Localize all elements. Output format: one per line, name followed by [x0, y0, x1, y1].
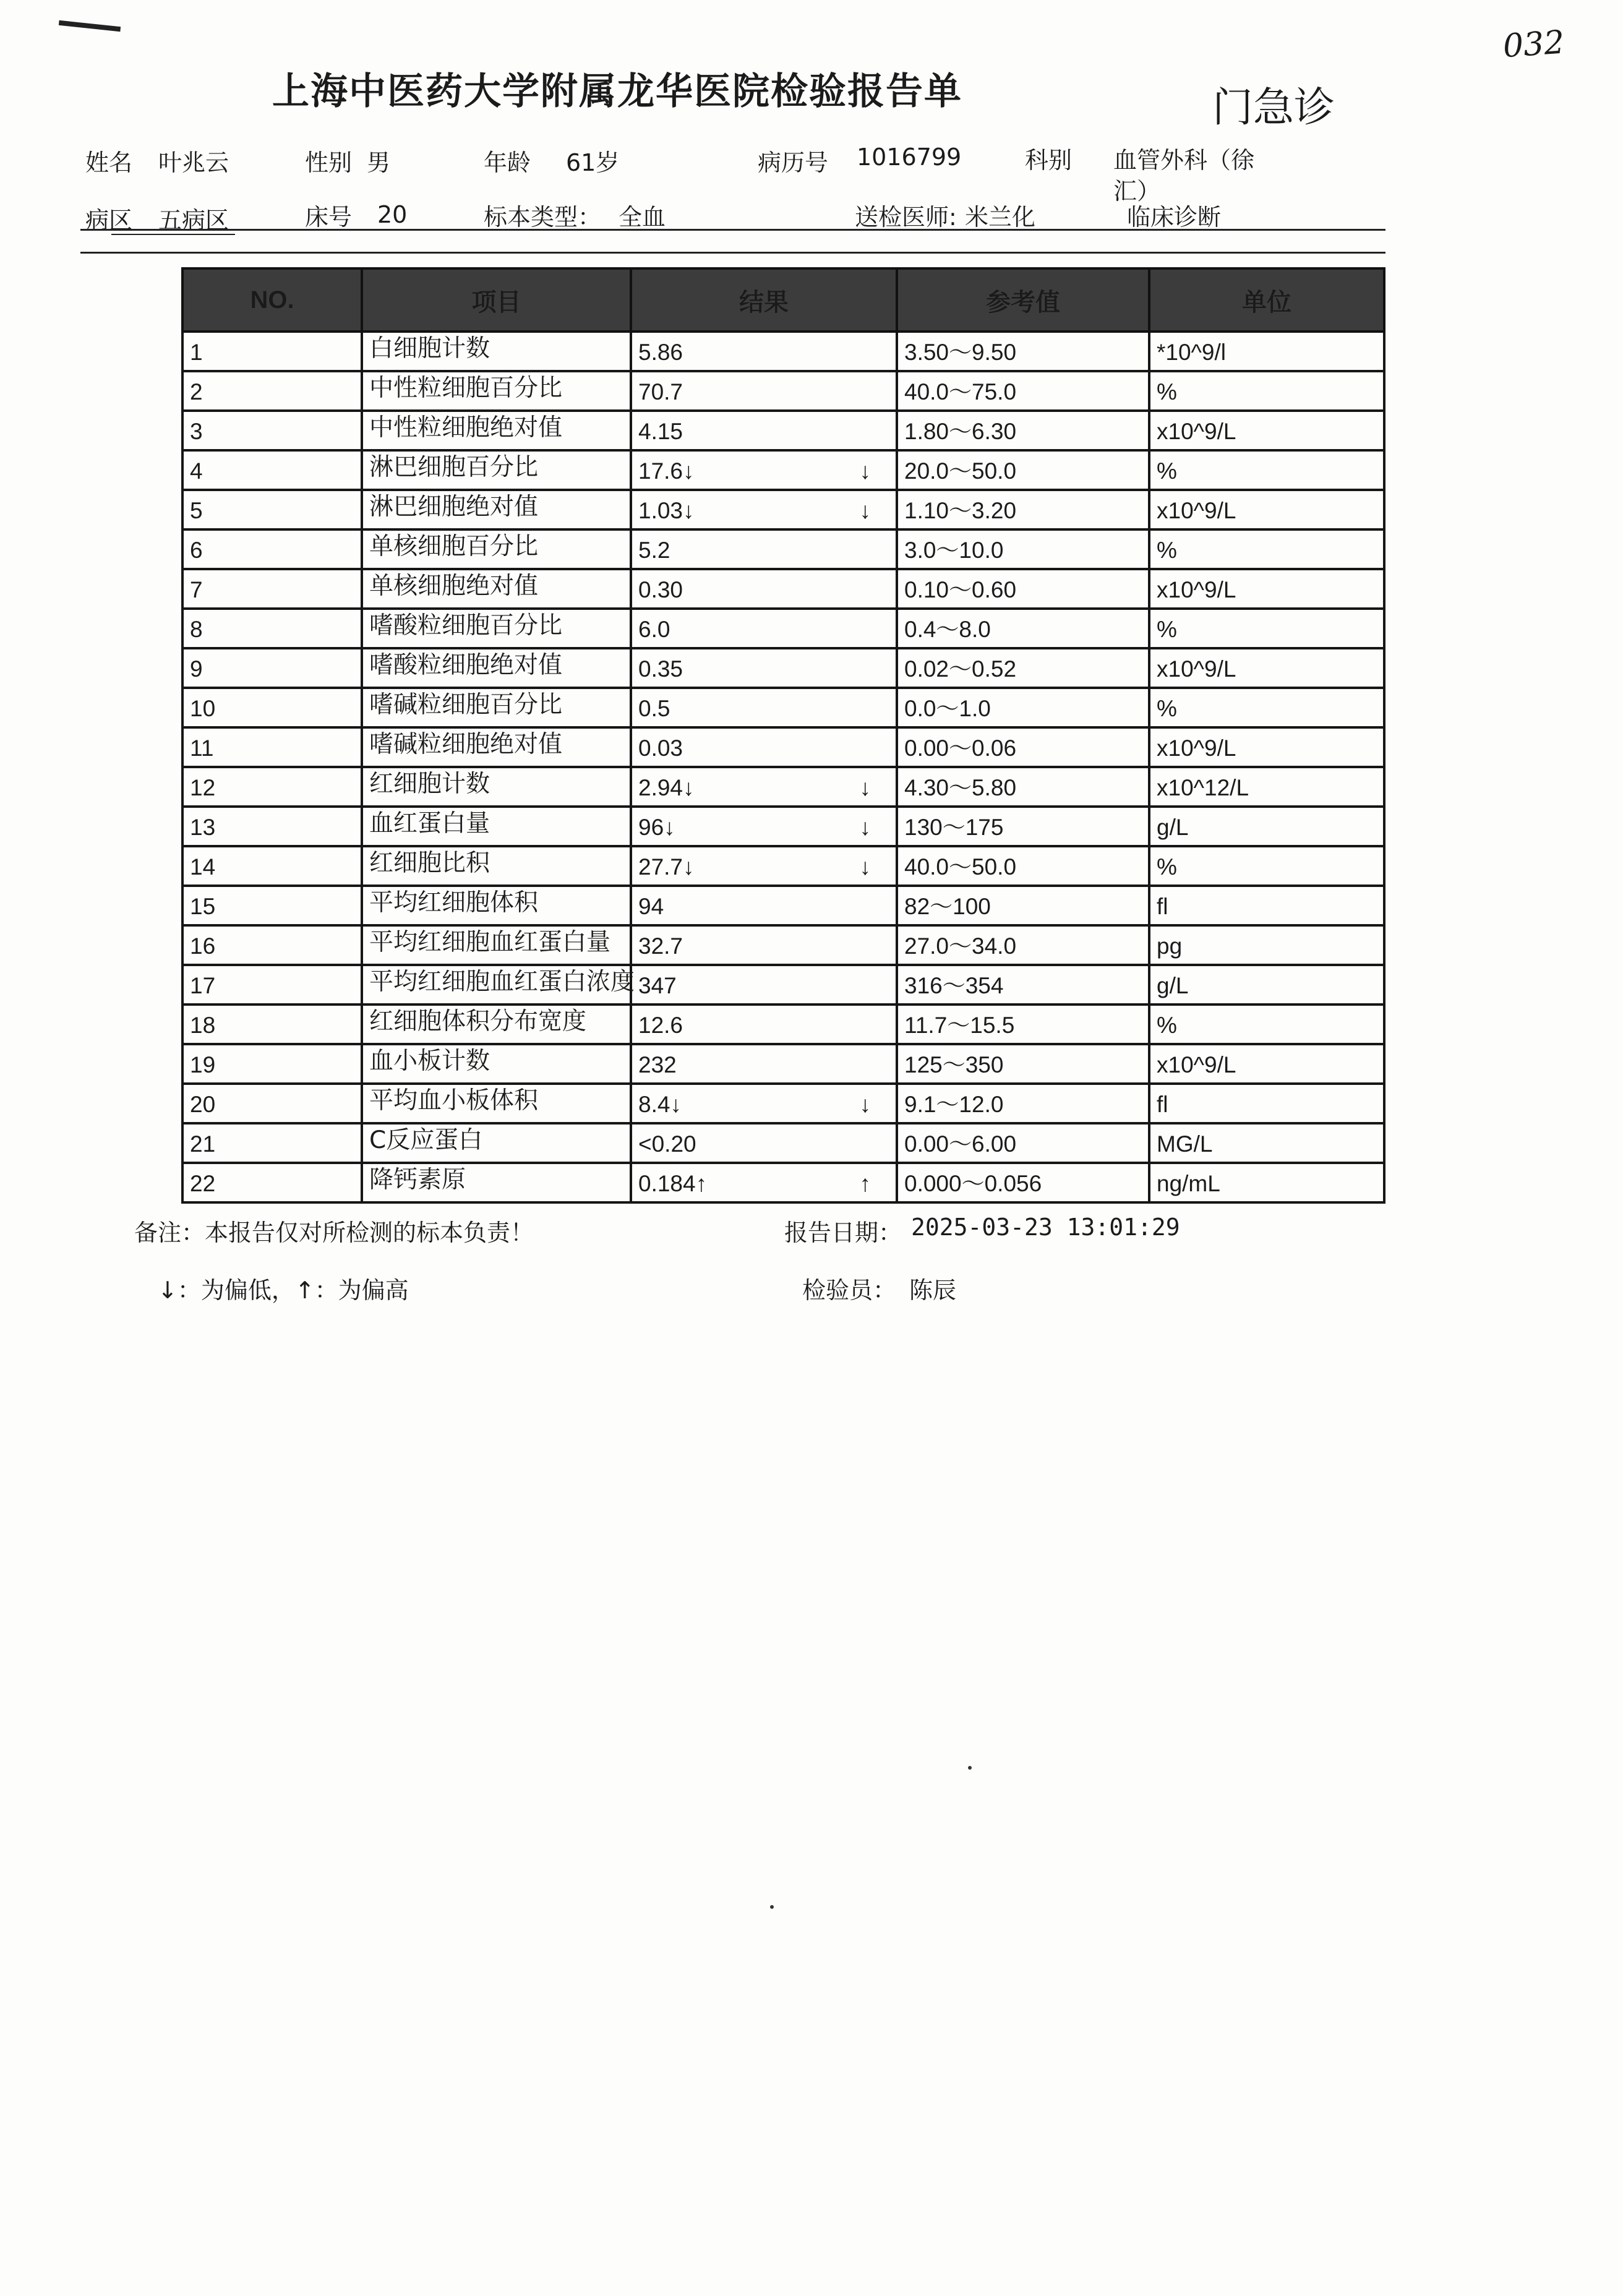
row-unit: x10^9/L	[1149, 411, 1384, 450]
report-remark: 备注：本报告仅对所检测的标本负责！	[134, 1219, 534, 1246]
ward: 五病区	[158, 207, 229, 234]
result-value: 1.03↓	[638, 498, 695, 523]
table-row	[182, 1123, 1384, 1163]
row-no: 3	[182, 411, 362, 450]
result-value: 70.7	[638, 379, 683, 405]
row-unit: %	[1149, 609, 1384, 648]
specimen-type: 全血	[619, 203, 666, 231]
row-no: 7	[182, 569, 362, 609]
diagnosis-label: 临床诊断	[1127, 203, 1222, 231]
row-reference: 1.10～3.20	[897, 490, 1149, 529]
ward-underline	[111, 234, 235, 235]
row-reference: 4.30～5.80	[897, 767, 1149, 807]
row-reference: 9.1～12.0	[897, 1084, 1149, 1123]
doctor-label: 送检医师:	[855, 203, 957, 231]
row-no: 13	[182, 807, 362, 846]
row-no: 17	[182, 965, 362, 1004]
row-item: 红细胞比积	[362, 846, 631, 886]
header-item: 项目	[362, 268, 631, 332]
row-item: 平均血小板体积	[362, 1084, 631, 1123]
row-result	[631, 688, 897, 727]
row-unit: x10^9/L	[1149, 1044, 1384, 1084]
header-reference: 参考值	[897, 268, 1149, 332]
row-result	[631, 1123, 897, 1163]
ward-label: 病区	[85, 207, 133, 234]
record-label: 病历号	[758, 149, 829, 176]
table-row	[182, 1044, 1384, 1084]
result-value: <0.20	[638, 1131, 696, 1157]
report-title: 上海中医药大学附属龙华医院检验报告单	[272, 70, 962, 113]
row-reference: 0.0～1.0	[897, 688, 1149, 727]
row-reference: 20.0～50.0	[897, 450, 1149, 490]
table-row	[182, 648, 1384, 688]
row-unit: g/L	[1149, 807, 1384, 846]
table-row	[182, 450, 1384, 490]
row-no: 16	[182, 925, 362, 965]
row-reference: 82～100	[897, 886, 1149, 925]
sex-label: 性别	[305, 149, 353, 176]
row-no: 15	[182, 886, 362, 925]
row-reference: 0.02～0.52	[897, 648, 1149, 688]
result-value: 0.5	[638, 696, 670, 721]
row-unit: pg	[1149, 925, 1384, 965]
row-reference: 1.80～6.30	[897, 411, 1149, 450]
result-value: 0.03	[638, 735, 683, 761]
abnormal-flag: ↓	[859, 498, 871, 523]
row-unit: %	[1149, 529, 1384, 569]
row-reference: 0.4～8.0	[897, 609, 1149, 648]
row-item: 嗜酸粒细胞绝对值	[362, 648, 631, 688]
row-result	[631, 965, 897, 1004]
department-continued: 汇）	[1113, 178, 1161, 205]
flag-legend: ↓：为偏低，↑：为偏高	[158, 1277, 409, 1304]
row-item: 平均红细胞体积	[362, 886, 631, 925]
row-item: 嗜酸粒细胞百分比	[362, 609, 631, 648]
record-number: 1016799	[857, 144, 962, 171]
row-unit: fl	[1149, 1084, 1384, 1123]
row-reference: 125～350	[897, 1044, 1149, 1084]
row-no: 22	[182, 1163, 362, 1202]
handwritten-page-number: 032	[1501, 24, 1565, 66]
abnormal-flag: ↑	[859, 1171, 871, 1196]
row-reference: 3.0～10.0	[897, 529, 1149, 569]
row-item: 血小板计数	[362, 1044, 631, 1084]
table-row	[182, 609, 1384, 648]
row-result	[631, 925, 897, 965]
row-reference: 3.50～9.50	[897, 332, 1149, 371]
table-row	[182, 1004, 1384, 1044]
row-reference: 316～354	[897, 965, 1149, 1004]
row-result	[631, 1163, 897, 1202]
row-unit: x10^9/L	[1149, 490, 1384, 529]
row-item: 淋巴细胞绝对值	[362, 490, 631, 529]
result-value: 12.6	[638, 1013, 683, 1038]
table-row	[182, 886, 1384, 925]
row-result	[631, 371, 897, 411]
result-value: 32.7	[638, 933, 683, 959]
row-unit: g/L	[1149, 965, 1384, 1004]
result-value: 8.4↓	[638, 1092, 682, 1117]
row-result	[631, 727, 897, 767]
table-row	[182, 767, 1384, 807]
dept-label: 科别	[1025, 147, 1073, 174]
row-item: 平均红细胞血红蛋白浓度	[362, 965, 631, 1004]
row-no: 2	[182, 371, 362, 411]
row-result	[631, 332, 897, 371]
row-no: 9	[182, 648, 362, 688]
row-item: C反应蛋白	[362, 1123, 631, 1163]
result-value: 6.0	[638, 617, 670, 642]
bed-label: 床号	[305, 203, 353, 231]
row-unit: x10^9/L	[1149, 727, 1384, 767]
row-item: 嗜碱粒细胞绝对值	[362, 727, 631, 767]
table-row	[182, 1163, 1384, 1202]
row-item: 嗜碱粒细胞百分比	[362, 688, 631, 727]
row-item: 中性粒细胞绝对值	[362, 411, 631, 450]
table-row	[182, 1084, 1384, 1123]
row-result	[631, 411, 897, 450]
department: 血管外科（徐	[1113, 147, 1255, 174]
report-date: 2025-03-23 13:01:29	[911, 1214, 1180, 1241]
result-value: 96↓	[638, 815, 675, 840]
results-table	[181, 267, 1385, 1204]
result-value: 4.15	[638, 419, 683, 444]
result-value: 0.184↑	[638, 1171, 708, 1196]
row-reference: 11.7～15.5	[897, 1004, 1149, 1044]
handwritten-mark	[59, 20, 121, 32]
row-no: 18	[182, 1004, 362, 1044]
result-value: 347	[638, 973, 677, 998]
row-result	[631, 609, 897, 648]
row-unit: *10^9/l	[1149, 332, 1384, 371]
row-no: 8	[182, 609, 362, 648]
table-row	[182, 569, 1384, 609]
table-row	[182, 688, 1384, 727]
row-reference: 40.0～75.0	[897, 371, 1149, 411]
result-value: 5.86	[638, 340, 683, 365]
row-item: 降钙素原	[362, 1163, 631, 1202]
inspector-name: 陈辰	[909, 1277, 957, 1304]
result-value: 27.7↓	[638, 854, 695, 880]
table-row	[182, 846, 1384, 886]
patient-sex: 男	[367, 149, 391, 176]
report-date-label: 报告日期：	[784, 1219, 902, 1246]
result-value: 232	[638, 1052, 677, 1077]
result-value: 0.35	[638, 656, 683, 682]
row-result	[631, 886, 897, 925]
row-item: 白细胞计数	[362, 332, 631, 371]
row-no: 5	[182, 490, 362, 529]
row-result	[631, 569, 897, 609]
table-row	[182, 490, 1384, 529]
row-result	[631, 1084, 897, 1123]
table-row	[182, 371, 1384, 411]
name-label: 姓名	[85, 149, 133, 176]
table-row	[182, 925, 1384, 965]
row-reference: 0.10～0.60	[897, 569, 1149, 609]
row-unit: %	[1149, 846, 1384, 886]
row-result	[631, 846, 897, 886]
result-value: 94	[638, 894, 664, 919]
row-no: 4	[182, 450, 362, 490]
row-reference: 27.0～34.0	[897, 925, 1149, 965]
abnormal-flag: ↓	[859, 815, 871, 840]
table-header-row	[182, 268, 1384, 332]
row-unit: MG/L	[1149, 1123, 1384, 1163]
patient-age: 61岁	[566, 149, 620, 176]
row-result	[631, 807, 897, 846]
paper-speck	[968, 1766, 972, 1770]
bed-number: 20	[377, 201, 408, 228]
specimen-label: 标本类型：	[484, 203, 602, 231]
result-value: 17.6↓	[638, 458, 695, 484]
result-value: 2.94↓	[638, 775, 695, 800]
row-item: 淋巴细胞百分比	[362, 450, 631, 490]
header-result: 结果	[631, 268, 897, 332]
row-result	[631, 450, 897, 490]
row-no: 11	[182, 727, 362, 767]
header-rule-bottom	[80, 252, 1385, 254]
row-result	[631, 1044, 897, 1084]
row-unit: x10^9/L	[1149, 569, 1384, 609]
row-reference: 0.00～6.00	[897, 1123, 1149, 1163]
row-unit: x10^9/L	[1149, 648, 1384, 688]
table-row	[182, 727, 1384, 767]
age-label: 年龄	[484, 149, 531, 176]
row-no: 1	[182, 332, 362, 371]
row-item: 平均红细胞血红蛋白量	[362, 925, 631, 965]
table-row	[182, 807, 1384, 846]
row-item: 单核细胞绝对值	[362, 569, 631, 609]
row-item: 中性粒细胞百分比	[362, 371, 631, 411]
paper-speck	[770, 1905, 774, 1909]
row-result	[631, 767, 897, 807]
abnormal-flag: ↓	[859, 775, 871, 800]
result-value: 5.2	[638, 538, 670, 563]
abnormal-flag: ↓	[859, 458, 871, 484]
inspector-label: 检验员：	[802, 1277, 897, 1304]
row-item: 红细胞体积分布宽度	[362, 1004, 631, 1044]
row-no: 12	[182, 767, 362, 807]
row-result	[631, 1004, 897, 1044]
row-unit: fl	[1149, 886, 1384, 925]
row-result	[631, 529, 897, 569]
row-unit: %	[1149, 450, 1384, 490]
table-row	[182, 332, 1384, 371]
header-unit: 单位	[1149, 268, 1384, 332]
result-value: 0.30	[638, 577, 683, 602]
row-no: 19	[182, 1044, 362, 1084]
table-row	[182, 411, 1384, 450]
row-no: 20	[182, 1084, 362, 1123]
row-unit: x10^12/L	[1149, 767, 1384, 807]
row-reference: 40.0～50.0	[897, 846, 1149, 886]
row-reference: 0.00～0.06	[897, 727, 1149, 767]
row-result	[631, 648, 897, 688]
row-unit: %	[1149, 371, 1384, 411]
row-unit: ng/mL	[1149, 1163, 1384, 1202]
header-no: NO.	[182, 268, 362, 332]
abnormal-flag: ↓	[859, 854, 871, 880]
row-item: 血红蛋白量	[362, 807, 631, 846]
row-item: 红细胞计数	[362, 767, 631, 807]
patient-name: 叶兆云	[158, 149, 229, 176]
row-no: 21	[182, 1123, 362, 1163]
row-reference: 130～175	[897, 807, 1149, 846]
visit-type: 门急诊	[1212, 84, 1335, 131]
row-no: 14	[182, 846, 362, 886]
row-unit: %	[1149, 688, 1384, 727]
row-no: 10	[182, 688, 362, 727]
row-item: 单核细胞百分比	[362, 529, 631, 569]
row-result	[631, 490, 897, 529]
row-reference: 0.000～0.056	[897, 1163, 1149, 1202]
table-row	[182, 965, 1384, 1004]
abnormal-flag: ↓	[859, 1092, 871, 1117]
row-no: 6	[182, 529, 362, 569]
header-rule-top	[80, 229, 1385, 231]
doctor-name: 米兰化	[965, 203, 1036, 231]
table-row	[182, 529, 1384, 569]
row-unit: %	[1149, 1004, 1384, 1044]
